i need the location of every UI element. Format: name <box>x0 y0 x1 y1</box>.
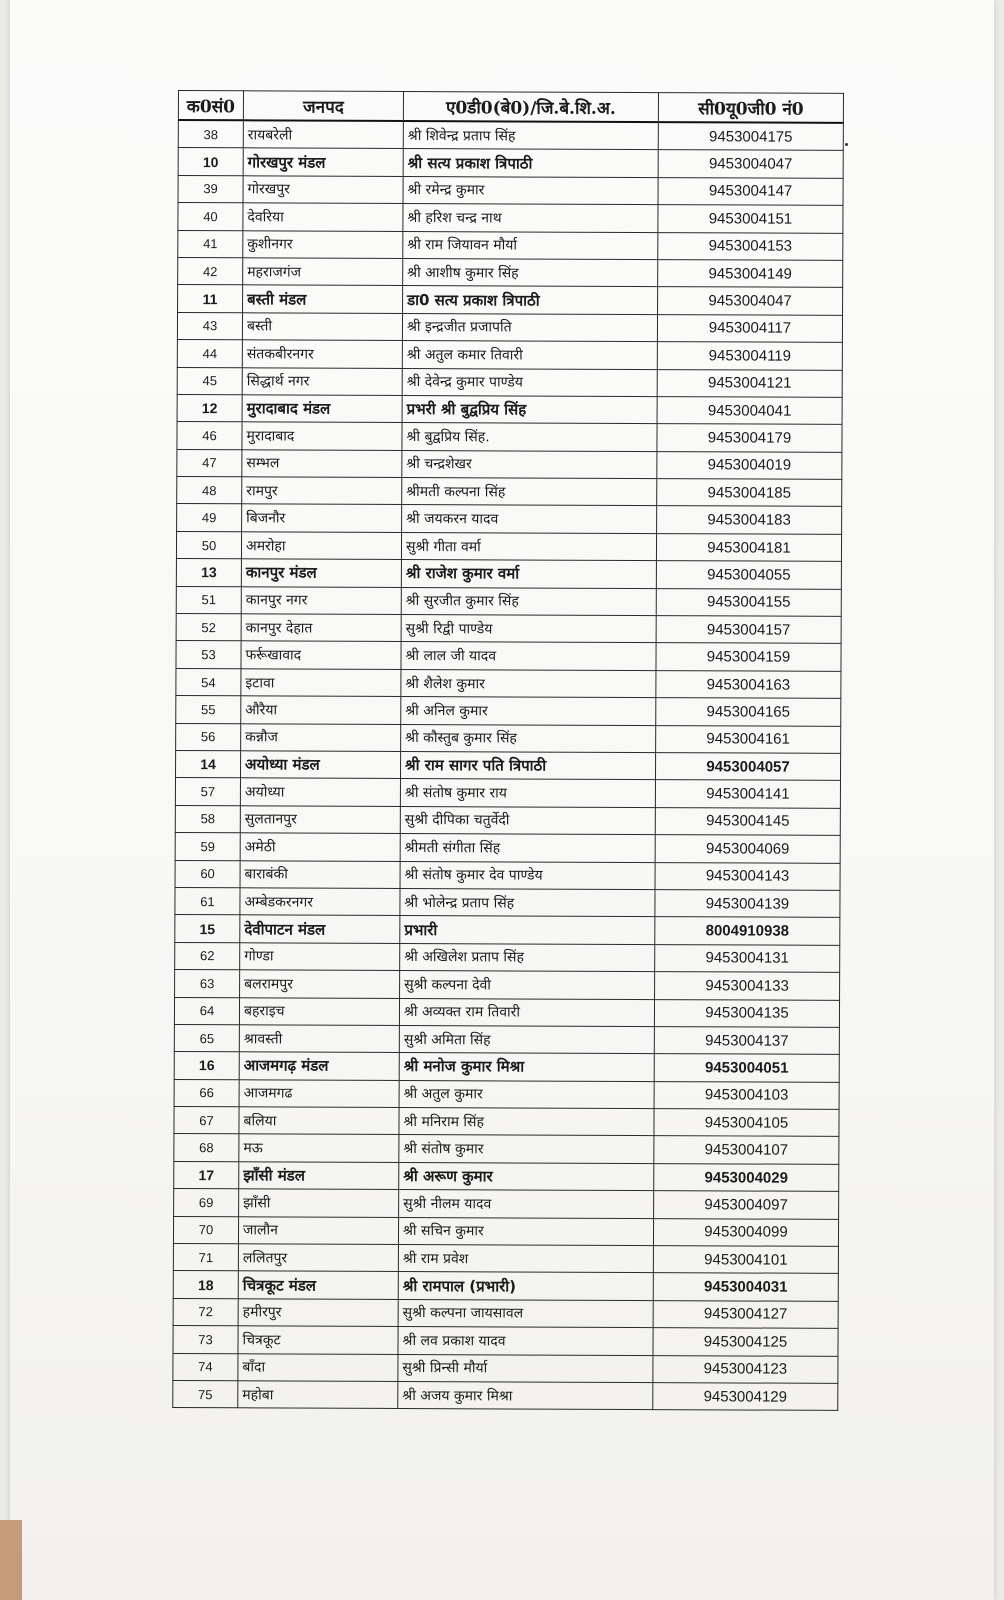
cug-number-cell: 9453004137 <box>654 1026 839 1054</box>
officer-cell: श्री अखिलेश प्रताप सिंह <box>400 943 655 972</box>
district-cell: सुलतानपुर <box>240 806 400 834</box>
table-row <box>176 696 841 726</box>
officer-cell: श्री संतोष कुमार राय <box>400 779 655 808</box>
cug-number-cell: 9453004147 <box>658 177 843 205</box>
cug-number-cell: 9453004103 <box>654 1081 839 1109</box>
serial-no-cell: 61 <box>175 887 240 915</box>
cug-number-cell: 9453004133 <box>655 972 840 1000</box>
table-row <box>174 1134 839 1164</box>
mandal-row <box>177 394 842 424</box>
officer-cell: श्री बुद्वप्रिय सिंह. <box>402 423 657 452</box>
table-row <box>176 641 841 671</box>
cug-number-cell: 9453004047 <box>658 150 843 178</box>
cug-number-cell: 9453004145 <box>655 807 840 835</box>
table-row <box>174 1079 839 1109</box>
officer-cell: श्री सचिन कुमार <box>398 1217 653 1246</box>
officer-cell: सुश्री कल्पना जायसावल <box>398 1299 653 1328</box>
cug-number-cell: 9453004031 <box>653 1273 838 1301</box>
table-row <box>178 230 843 260</box>
mandal-row <box>175 915 840 945</box>
district-cell: झाँसी मंडल <box>239 1162 399 1190</box>
serial-no-cell: 54 <box>176 668 241 696</box>
document-page <box>10 0 994 1600</box>
district-cell: ललितपुर <box>238 1244 398 1272</box>
table-row <box>175 805 840 835</box>
officer-cell: श्री देवेन्द्र कुमार पाण्डेय <box>402 368 657 397</box>
serial-no-cell: 70 <box>173 1216 238 1244</box>
officer-cell: श्रीमती संगीता सिंह <box>400 834 655 863</box>
serial-no-cell: 11 <box>178 285 243 313</box>
district-cell: बलरामपुर <box>240 970 400 998</box>
cug-number-cell: 9453004179 <box>657 424 842 452</box>
table-row <box>177 449 842 479</box>
serial-no-cell: 42 <box>178 257 243 285</box>
district-cell: चित्रकूट <box>238 1326 398 1354</box>
officer-cell: श्री संतोष कुमार <box>399 1135 654 1164</box>
district-cell: महोबा <box>238 1381 398 1409</box>
officer-cell: श्री राम सागर पति त्रिपाठी <box>400 751 655 780</box>
cug-number-cell: 9453004181 <box>656 533 841 561</box>
officer-cell: श्री अरूण कुमार <box>399 1162 654 1191</box>
table-row <box>177 477 842 507</box>
district-cell: अयोध्या मंडल <box>240 751 400 779</box>
serial-no-cell: 66 <box>174 1079 239 1107</box>
serial-no-cell: 60 <box>175 860 240 888</box>
mandal-row <box>178 148 843 178</box>
serial-no-cell: 59 <box>175 833 240 861</box>
district-cell: देवीपाटन मंडल <box>240 915 400 943</box>
serial-no-cell: 63 <box>175 970 240 998</box>
cug-number-cell: 9453004055 <box>656 561 841 589</box>
cug-number-cell: 9453004121 <box>657 369 842 397</box>
district-cell: औरैया <box>241 696 401 724</box>
table-row <box>177 504 842 534</box>
table-row <box>173 1326 838 1356</box>
mandal-row <box>174 1052 839 1082</box>
table-row <box>175 970 840 1000</box>
cug-number-cell: 9453004127 <box>653 1300 838 1328</box>
table-row <box>173 1353 838 1383</box>
district-cell: कानपुर नगर <box>241 586 401 614</box>
table-row <box>173 1380 838 1410</box>
serial-no-cell: 17 <box>174 1161 239 1189</box>
cug-number-cell: 9453004123 <box>653 1355 838 1383</box>
officer-cell: श्री आशीष कुमार सिंह <box>403 258 658 287</box>
cug-number-cell: 9453004057 <box>655 753 840 781</box>
district-cell: इटावा <box>241 669 401 697</box>
district-cell: गोण्डा <box>240 942 400 970</box>
officer-cell: श्री संतोष कुमार देव पाण्डेय <box>400 861 655 890</box>
background-edge <box>0 1520 22 1600</box>
cug-number-cell: 9453004107 <box>654 1136 839 1164</box>
table-row <box>174 1024 839 1054</box>
district-cell: कुशीनगर <box>243 230 403 258</box>
table-body <box>173 120 844 1411</box>
table-row <box>178 120 843 151</box>
district-cell: बलिया <box>239 1107 399 1135</box>
district-cell: गोरखपुर <box>243 176 403 204</box>
serial-no-cell: 39 <box>178 175 243 203</box>
district-cell: अयोध्या <box>240 778 400 806</box>
district-cell: बाँदा <box>238 1353 398 1381</box>
officer-cell: श्री रमेन्द्र कुमार <box>403 176 658 205</box>
table-row <box>177 422 842 452</box>
serial-no-cell: 13 <box>176 559 241 587</box>
officer-cell: सुश्री अमिता सिंह <box>399 1025 654 1054</box>
officer-cell: श्री सुरजीत कुमार सिंह <box>401 587 656 616</box>
cug-number-cell: 9453004153 <box>658 232 843 260</box>
table-row <box>177 312 842 342</box>
serial-no-cell: 49 <box>177 504 242 532</box>
officer-cell: श्री मनिराम सिंह <box>399 1108 654 1137</box>
table-row <box>173 1244 838 1274</box>
cug-number-cell: 9453004099 <box>653 1218 838 1246</box>
cug-number-cell: 9453004051 <box>654 1054 839 1082</box>
officer-table-sheet <box>172 90 843 1411</box>
officer-cell: डा0 सत्य प्रकाश त्रिपाठी <box>403 286 658 315</box>
serial-no-cell: 55 <box>176 696 241 724</box>
district-cell: कानपुर मंडल <box>241 559 401 587</box>
serial-no-cell: 57 <box>175 778 240 806</box>
cug-number-cell: 9453004029 <box>654 1163 839 1191</box>
table-row <box>177 340 842 370</box>
officer-cell: श्री अव्यक्त राम तिवारी <box>399 998 654 1027</box>
serial-no-cell: 10 <box>178 148 243 176</box>
officer-cell: प्रभरी श्री बुद्वप्रिय सिंह <box>402 395 657 424</box>
cug-number-cell: 9453004101 <box>653 1246 838 1274</box>
serial-no-cell: 50 <box>176 531 241 559</box>
table-row <box>176 586 841 616</box>
district-cell: बस्ती मंडल <box>243 285 403 313</box>
serial-no-cell: 65 <box>174 1024 239 1052</box>
cug-number-cell: 9453004161 <box>656 725 841 753</box>
serial-no-cell: 68 <box>174 1134 239 1162</box>
officer-cell: सुश्री दीपिका चतुर्वेदी <box>400 806 655 835</box>
serial-no-cell: 72 <box>173 1298 238 1326</box>
table-row <box>173 1298 838 1328</box>
serial-no-cell: 14 <box>175 750 240 778</box>
district-cell: आजमगढ़ मंडल <box>239 1052 399 1080</box>
cug-number-cell: 9453004159 <box>656 643 841 671</box>
officer-cell: श्री लाल जी यादव <box>401 642 656 671</box>
mandal-row <box>173 1271 838 1301</box>
cug-number-cell: 9453004165 <box>656 698 841 726</box>
district-cell: कानपुर देहात <box>241 614 401 642</box>
serial-no-cell: 69 <box>174 1189 239 1217</box>
district-cell: चित्रकूट मंडल <box>238 1271 398 1299</box>
serial-no-cell: 62 <box>175 942 240 970</box>
cug-number-cell: 9453004163 <box>656 670 841 698</box>
serial-no-cell: 40 <box>178 203 243 231</box>
serial-no-cell: 38 <box>178 120 243 148</box>
officer-cell: सुश्री रिद्वी पाण्डेय <box>401 615 656 644</box>
officer-cell: सुश्री गीता वर्मा <box>401 532 656 561</box>
officer-cell: श्री चन्द्रशेखर <box>402 450 657 479</box>
cug-number-cell: 9453004117 <box>657 314 842 342</box>
district-cell: कन्नौज <box>241 723 401 751</box>
mandal-row <box>175 750 840 780</box>
serial-no-cell: 43 <box>177 312 242 340</box>
cug-number-cell: 9453004105 <box>654 1109 839 1137</box>
officer-cell: प्रभारी <box>400 916 655 945</box>
ink-speck <box>845 143 848 146</box>
table-row <box>175 833 840 863</box>
district-cell: रामपुर <box>242 477 402 505</box>
cug-number-cell: 9453004151 <box>658 205 843 233</box>
officer-cell: श्री जयकरन यादव <box>402 505 657 534</box>
district-cell: बिजनौर <box>242 504 402 532</box>
district-cell: बाराबंकी <box>240 860 400 888</box>
table-row <box>174 1189 839 1219</box>
officer-cell: श्री शैलेश कुमार <box>401 669 656 698</box>
officer-contact-table <box>172 90 844 1411</box>
officer-cell: श्री लव प्रकाश यादव <box>398 1327 653 1356</box>
table-row <box>174 1107 839 1137</box>
district-cell: बस्ती <box>242 313 402 341</box>
cug-number-cell: 9453004157 <box>656 616 841 644</box>
header-district: जनपद <box>243 91 403 121</box>
cug-number-cell: 9453004047 <box>658 287 843 315</box>
header-cug-number: सी0यू0जी0 नं0 <box>658 93 843 123</box>
serial-no-cell: 16 <box>174 1052 239 1080</box>
district-cell: महराजगंज <box>243 258 403 286</box>
serial-no-cell: 73 <box>173 1326 238 1354</box>
serial-no-cell: 18 <box>173 1271 238 1299</box>
district-cell: मुरादाबाद <box>242 422 402 450</box>
cug-number-cell: 9453004135 <box>654 999 839 1027</box>
mandal-row <box>174 1161 839 1191</box>
district-cell: मुरादाबाद मंडल <box>242 395 402 423</box>
serial-no-cell: 41 <box>178 230 243 258</box>
cug-number-cell: 9453004155 <box>656 588 841 616</box>
table-row <box>175 778 840 808</box>
serial-no-cell: 75 <box>173 1380 238 1408</box>
officer-cell: श्री हरिश चन्द्र नाथ <box>403 204 658 233</box>
officer-cell: श्री इन्द्रजीत प्रजापति <box>402 313 657 342</box>
district-cell: संतकबीरनगर <box>242 340 402 368</box>
district-cell: सम्भल <box>242 449 402 477</box>
district-cell: अमेठी <box>240 833 400 861</box>
district-cell: मऊ <box>239 1134 399 1162</box>
cug-number-cell: 9453004129 <box>653 1383 838 1411</box>
officer-cell: श्री अतुल कुमार <box>399 1080 654 1109</box>
table-row <box>175 860 840 890</box>
serial-no-cell: 64 <box>174 997 239 1025</box>
table-row <box>178 203 843 233</box>
district-cell: हमीरपुर <box>238 1299 398 1327</box>
officer-cell: श्री अनिल कुमार <box>401 697 656 726</box>
cug-number-cell: 8004910938 <box>655 917 840 945</box>
officer-cell: श्री राम जियावन मौर्या <box>403 231 658 260</box>
officer-cell: श्री रामपाल (प्रभारी) <box>398 1272 653 1301</box>
serial-no-cell: 74 <box>173 1353 238 1381</box>
cug-number-cell: 9453004143 <box>655 862 840 890</box>
table-header <box>178 91 843 123</box>
cug-number-cell: 9453004125 <box>653 1328 838 1356</box>
officer-cell: श्री कौस्तुब कुमार सिंह <box>401 724 656 753</box>
officer-cell: श्री राम प्रवेश <box>398 1244 653 1273</box>
serial-no-cell: 52 <box>176 614 241 642</box>
serial-no-cell: 48 <box>177 477 242 505</box>
officer-cell: सुश्री प्रिन्सी मौर्या <box>398 1354 653 1383</box>
cug-number-cell: 9453004041 <box>657 396 842 424</box>
table-row <box>178 175 843 205</box>
officer-cell: श्रीमती कल्पना सिंह <box>402 478 657 507</box>
table-row <box>175 887 840 917</box>
district-cell: रायबरेली <box>243 120 403 149</box>
serial-no-cell: 56 <box>176 723 241 751</box>
table-row <box>175 942 840 972</box>
cug-number-cell: 9453004069 <box>655 835 840 863</box>
district-cell: झाँसी <box>239 1189 399 1217</box>
cug-number-cell: 9453004097 <box>654 1191 839 1219</box>
serial-no-cell: 51 <box>176 586 241 614</box>
mandal-row <box>178 285 843 315</box>
officer-cell: सुश्री नीलम यादव <box>399 1190 654 1219</box>
officer-cell: श्री शिवेन्द्र प्रताप सिंह <box>403 121 658 150</box>
serial-no-cell: 15 <box>175 915 240 943</box>
officer-cell: श्री भोलेन्द्र प्रताप सिंह <box>400 888 655 917</box>
cug-number-cell: 9453004141 <box>655 780 840 808</box>
officer-cell: श्री सत्य प्रकाश त्रिपाठी <box>403 149 658 178</box>
table-row <box>176 668 841 698</box>
serial-no-cell: 67 <box>174 1107 239 1135</box>
table-row <box>173 1216 838 1246</box>
officer-cell: श्री राजेश कुमार वर्मा <box>401 560 656 589</box>
header-serial-no: क0सं0 <box>178 91 243 121</box>
cug-number-cell: 9453004175 <box>658 122 843 151</box>
district-cell: गोरखपुर मंडल <box>243 148 403 176</box>
table-row <box>176 614 841 644</box>
officer-cell: सुश्री कल्पना देवी <box>400 971 655 1000</box>
district-cell: अम्बेडकरनगर <box>240 888 400 916</box>
district-cell: देवरिया <box>243 203 403 231</box>
table-row <box>177 367 842 397</box>
table-row <box>178 257 843 287</box>
cug-number-cell: 9453004149 <box>658 260 843 288</box>
table-row <box>176 723 841 753</box>
serial-no-cell: 53 <box>176 641 241 669</box>
header-row <box>178 91 843 123</box>
district-cell: फर्रूखावाद <box>241 641 401 669</box>
serial-no-cell: 47 <box>177 449 242 477</box>
serial-no-cell: 71 <box>173 1244 238 1272</box>
table-row <box>174 997 839 1027</box>
officer-cell: श्री अतुल कमार तिवारी <box>402 341 657 370</box>
cug-number-cell: 9453004185 <box>657 479 842 507</box>
serial-no-cell: 46 <box>177 422 242 450</box>
cug-number-cell: 9453004131 <box>655 944 840 972</box>
serial-no-cell: 58 <box>175 805 240 833</box>
cug-number-cell: 9453004183 <box>657 506 842 534</box>
table-row <box>176 531 841 561</box>
serial-no-cell: 12 <box>177 394 242 422</box>
district-cell: अमरोहा <box>241 532 401 560</box>
district-cell: जालौन <box>238 1216 398 1244</box>
cug-number-cell: 9453004139 <box>655 890 840 918</box>
cug-number-cell: 9453004119 <box>657 342 842 370</box>
serial-no-cell: 44 <box>177 340 242 368</box>
officer-cell: श्री मनोज कुमार मिश्रा <box>399 1053 654 1082</box>
header-officer: ए0डी0(बे0)/जि.बे.शि.अ. <box>403 91 658 122</box>
mandal-row <box>176 559 841 589</box>
serial-no-cell: 45 <box>177 367 242 395</box>
district-cell: सिद्धार्थ नगर <box>242 367 402 395</box>
cug-number-cell: 9453004019 <box>657 451 842 479</box>
district-cell: बहराइच <box>239 997 399 1025</box>
district-cell: श्रावस्ती <box>239 1025 399 1053</box>
officer-cell: श्री अजय कुमार मिश्रा <box>398 1381 653 1410</box>
district-cell: आजमगढ <box>239 1079 399 1107</box>
